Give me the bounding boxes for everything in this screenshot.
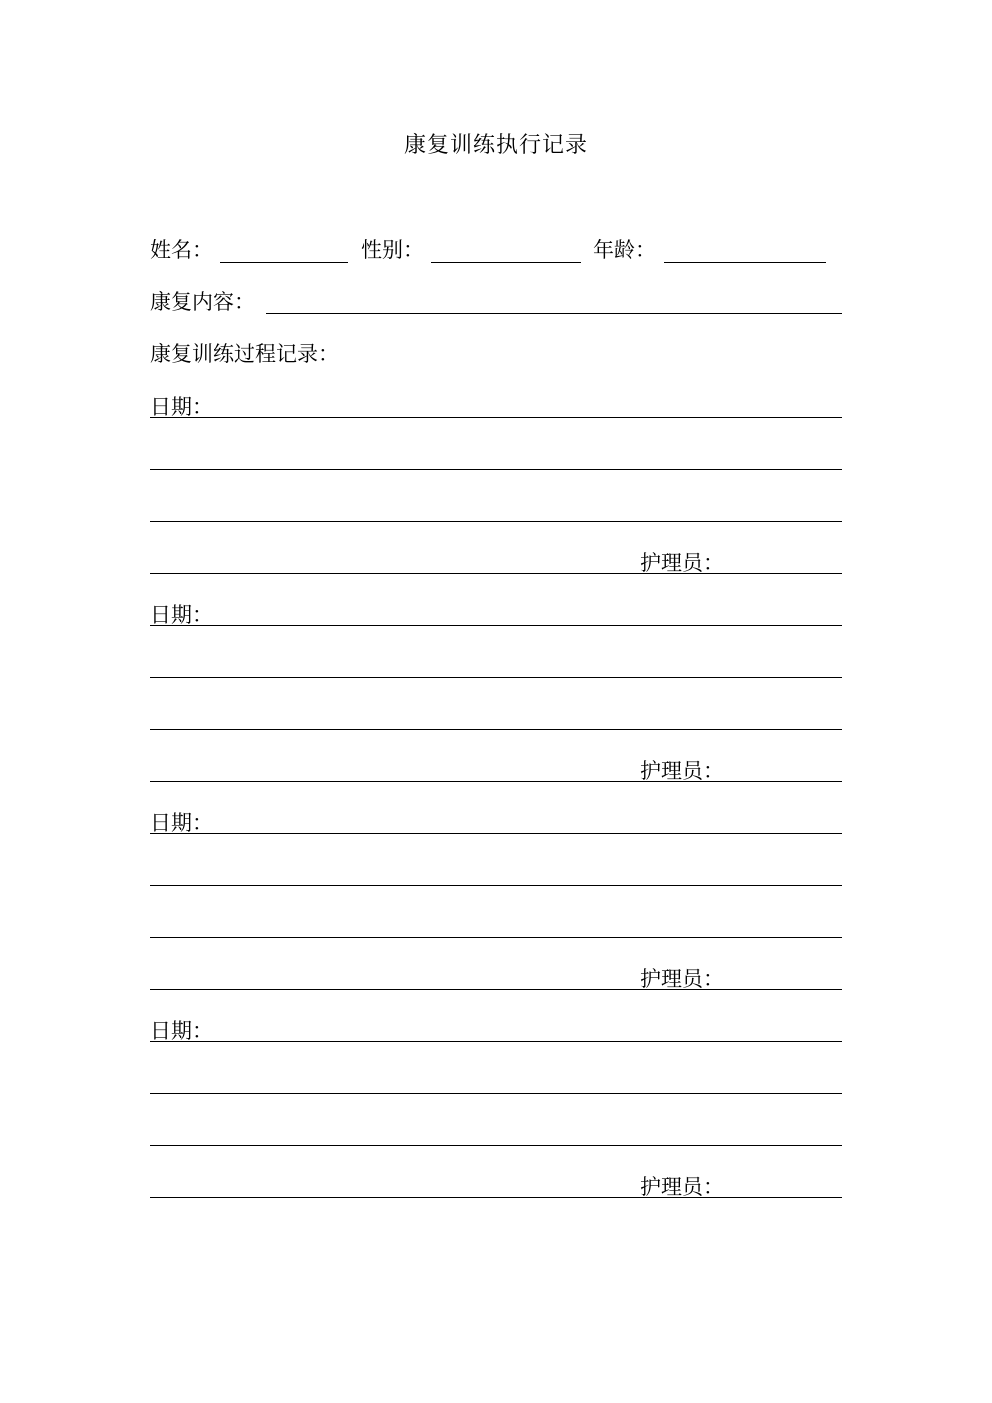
name-line: [220, 262, 348, 263]
name-label: 姓名：: [150, 238, 213, 262]
age-label: 年龄：: [593, 238, 656, 262]
nurse-field[interactable]: [722, 757, 842, 783]
nurse-label: 护理员：: [640, 1175, 724, 1199]
content-line: [266, 313, 842, 314]
name-field[interactable]: [220, 236, 348, 262]
record-line: [150, 937, 842, 938]
nurse-label: 护理员：: [640, 967, 724, 991]
nurse-label: 护理员：: [640, 551, 724, 575]
date-field[interactable]: [210, 809, 842, 835]
age-field[interactable]: [664, 236, 826, 262]
record-line: [150, 833, 842, 834]
date-field[interactable]: [210, 601, 842, 627]
date-label: 日期：: [150, 603, 213, 627]
record-line: [150, 521, 842, 522]
content-field[interactable]: [266, 288, 842, 314]
process-label: 康复训练过程记录：: [150, 342, 339, 366]
record-line: [150, 625, 842, 626]
nurse-label: 护理员：: [640, 759, 724, 783]
nurse-field[interactable]: [722, 965, 842, 991]
nurse-field[interactable]: [722, 549, 842, 575]
date-field[interactable]: [210, 393, 842, 419]
page-title: 康复训练执行记录: [403, 133, 588, 158]
gender-field[interactable]: [431, 236, 581, 262]
record-line: [150, 573, 842, 574]
record-line: [150, 1093, 842, 1094]
gender-line: [431, 262, 581, 263]
record-line: [150, 781, 842, 782]
content-label: 康复内容：: [150, 290, 255, 314]
record-line: [150, 677, 842, 678]
gender-label: 性别：: [361, 238, 424, 262]
record-line: [150, 1197, 842, 1198]
record-line: [150, 417, 842, 418]
date-label: 日期：: [150, 1019, 213, 1043]
record-line: [150, 1041, 842, 1042]
age-line: [664, 262, 826, 263]
record-line: [150, 989, 842, 990]
record-line: [150, 729, 842, 730]
record-line: [150, 885, 842, 886]
date-field[interactable]: [210, 1017, 842, 1043]
date-label: 日期：: [150, 395, 213, 419]
record-line: [150, 1145, 842, 1146]
date-label: 日期：: [150, 811, 213, 835]
nurse-field[interactable]: [722, 1173, 842, 1199]
record-line: [150, 469, 842, 470]
